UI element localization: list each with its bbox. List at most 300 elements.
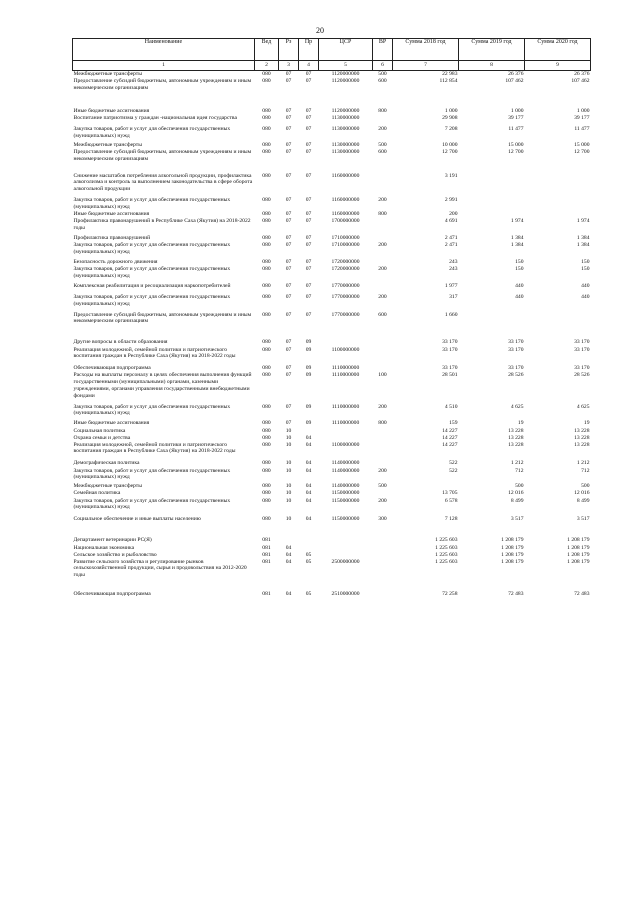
table-row <box>73 400 591 418</box>
row-pr: 07 <box>305 211 312 218</box>
row-name: Департамент ветеринарии РС(Я) <box>73 537 152 544</box>
row-sum-2018: 2 991 <box>444 197 458 204</box>
row-rz <box>279 523 299 544</box>
table-row <box>73 193 591 211</box>
header-sum-2019: Сумма 2019 год <box>459 39 525 61</box>
row-name: Межбюджетные трансферты <box>73 71 142 77</box>
row-sum-2018: 7 128 <box>444 516 458 523</box>
row-pr: 04 <box>305 497 312 504</box>
column-number: 7 <box>393 61 459 71</box>
row-sum-2020: 440 <box>581 282 590 289</box>
row-sum-2019: 440 <box>515 293 524 300</box>
row-sum-2020: 1 208 179 <box>567 551 590 558</box>
row-rz: 07 <box>285 293 292 300</box>
row-pr: 04 <box>305 516 312 523</box>
row-rz: 04 <box>285 591 292 598</box>
table-row <box>73 490 591 497</box>
row-csr: 1120000000 <box>331 78 360 85</box>
row-vr <box>373 115 393 122</box>
table-row <box>73 280 591 290</box>
table-row <box>73 242 591 256</box>
row-rz: 10 <box>285 467 292 474</box>
row-pr: 09 <box>305 403 312 410</box>
row-ved: 080 <box>262 372 271 379</box>
table-row <box>73 140 591 149</box>
row-name: Демографическая политика <box>73 460 140 467</box>
row-name: Охрана семьи и детства <box>73 434 131 441</box>
row-sum-2019: 19 <box>517 420 524 427</box>
row-vr: 600 <box>378 148 387 155</box>
row-vr <box>373 545 393 552</box>
row-sum-2019: 1 208 179 <box>501 537 524 544</box>
row-rz: 07 <box>285 78 292 85</box>
row-vr <box>373 579 393 598</box>
row-vr: 200 <box>378 242 387 249</box>
row-pr: 05 <box>305 591 312 598</box>
table-row <box>73 442 591 456</box>
row-csr <box>319 325 373 346</box>
row-rz: 07 <box>285 71 292 77</box>
row-name: Сельское хозяйство и рыболовство <box>73 551 157 558</box>
row-pr: 07 <box>305 141 312 148</box>
row-pr: 09 <box>305 365 312 372</box>
row-csr: 1110000000 <box>331 365 360 372</box>
row-sum-2020 <box>525 308 591 326</box>
row-rz: 07 <box>285 372 292 379</box>
page-number: 20 <box>316 26 324 35</box>
row-csr <box>319 552 373 559</box>
row-csr: 1770000000 <box>331 293 360 300</box>
row-vr: 200 <box>378 265 387 272</box>
row-rz: 07 <box>285 258 292 265</box>
row-name: Межбюджетные трансферты <box>73 141 142 148</box>
row-sum-2020: 26 376 <box>574 71 590 77</box>
table-row <box>73 428 591 435</box>
row-sum-2019: 1 000 <box>510 107 524 114</box>
row-sum-2018: 522 <box>449 467 458 474</box>
row-ved: 080 <box>262 71 271 77</box>
table-row <box>73 308 591 326</box>
row-ved: 081 <box>262 537 271 544</box>
row-sum-2019: 712 <box>515 467 524 474</box>
row-rz: 04 <box>285 544 292 551</box>
table-row <box>73 511 591 523</box>
row-sum-2018: 29 908 <box>442 114 458 121</box>
table-row <box>73 455 591 467</box>
row-vr <box>373 218 393 232</box>
row-pr: 07 <box>305 197 312 204</box>
row-pr: 07 <box>305 242 312 249</box>
header-row <box>73 39 591 61</box>
table-row <box>73 92 591 115</box>
row-name: Обеспечивающая подпрограмма <box>73 591 151 598</box>
row-vr <box>373 559 393 580</box>
row-csr <box>319 435 373 442</box>
table-row <box>73 498 591 512</box>
row-sum-2020: 33 170 <box>574 339 590 346</box>
row-sum-2019: 13 228 <box>508 434 524 441</box>
row-pr: 04 <box>305 441 312 448</box>
row-pr: 04 <box>305 490 312 497</box>
row-pr: 07 <box>305 282 312 289</box>
row-ved: 080 <box>262 197 271 204</box>
row-vr <box>373 280 393 290</box>
row-csr: 1140000000 <box>331 467 360 474</box>
row-name: Закупка товаров, работ и услуг для обеспечения государственных (муниципальных) нужд <box>73 497 231 511</box>
row-sum-2020: 1 208 179 <box>567 558 590 565</box>
row-ved: 080 <box>262 293 271 300</box>
row-rz: 07 <box>285 234 292 241</box>
table-row <box>73 579 591 598</box>
table-row <box>73 290 591 308</box>
row-rz: 07 <box>285 126 292 133</box>
row-rz: 10 <box>285 427 292 434</box>
row-csr: 1160000000 <box>331 172 360 179</box>
row-name: Социальная политика <box>73 427 126 434</box>
row-csr: 1100000000 <box>331 346 360 353</box>
row-csr: 1720000000 <box>331 258 360 265</box>
row-name: Межбюджетные трансферты <box>73 483 142 490</box>
column-number: 8 <box>459 61 525 71</box>
row-csr: 1150000000 <box>331 516 360 523</box>
row-sum-2018: 1 225 603 <box>435 558 458 565</box>
row-sum-2018: 33 170 <box>442 365 458 372</box>
row-sum-2020: 13 228 <box>574 441 590 448</box>
header-csr: ЦСР <box>319 39 373 61</box>
row-csr: 1110000000 <box>331 403 360 410</box>
row-vr: 100 <box>378 372 387 379</box>
row-sum-2020: 8 499 <box>576 497 590 504</box>
column-number: 3 <box>279 61 299 71</box>
row-vr: 200 <box>378 403 387 410</box>
row-pr <box>299 523 319 544</box>
row-vr <box>373 428 393 435</box>
row-sum-2019: 1 208 179 <box>501 551 524 558</box>
row-name: Семейная политика <box>73 490 121 497</box>
table-row <box>73 325 591 346</box>
row-sum-2018: 159 <box>449 420 458 427</box>
row-csr: 1140000000 <box>331 483 360 490</box>
row-sum-2020: 1 000 <box>576 107 590 114</box>
row-pr: 07 <box>305 172 312 179</box>
table-row <box>73 78 591 92</box>
row-sum-2019: 500 <box>515 483 524 490</box>
row-sum-2020: 1 212 <box>576 460 590 467</box>
row-pr: 04 <box>305 434 312 441</box>
row-vr: 200 <box>378 293 387 300</box>
row-sum-2020: 107 462 <box>571 78 590 85</box>
table-row <box>73 435 591 442</box>
row-rz: 07 <box>285 148 292 155</box>
row-rz: 07 <box>285 172 292 179</box>
row-rz: 04 <box>285 558 292 565</box>
row-sum-2018: 33 170 <box>442 339 458 346</box>
row-pr: 05 <box>305 551 312 558</box>
table-body <box>73 71 591 599</box>
row-rz: 07 <box>285 282 292 289</box>
table-row <box>73 347 591 361</box>
row-name: Расходы на выплаты персоналу в целях обеспечения выполнения функций государственными (муниципальными) органами, казенными учреждениями, органами управления государственными внебюджетными фондами <box>73 372 252 399</box>
row-pr: 04 <box>305 460 312 467</box>
row-sum-2019: 440 <box>515 282 524 289</box>
row-csr: 2500000000 <box>331 558 360 565</box>
row-ved: 080 <box>262 490 271 497</box>
row-sum-2020: 15 000 <box>574 141 590 148</box>
row-sum-2020: 28 526 <box>574 372 590 379</box>
row-sum-2018: 317 <box>449 293 458 300</box>
row-ved: 080 <box>262 467 271 474</box>
table-row <box>73 232 591 242</box>
row-rz: 07 <box>285 265 292 272</box>
row-sum-2019: 1 208 179 <box>501 558 524 565</box>
table-row <box>73 71 591 79</box>
row-sum-2019: 28 526 <box>508 372 524 379</box>
table-row <box>73 163 591 194</box>
row-sum-2018: 33 170 <box>442 346 458 353</box>
row-csr: 1770000000 <box>331 282 360 289</box>
row-vr: 300 <box>378 516 387 523</box>
row-sum-2020: 72 483 <box>574 591 590 598</box>
row-name: Закупка товаров, работ и услуг для обеспечения государственных (муниципальных) нужд <box>73 293 231 307</box>
row-ved: 080 <box>262 107 271 114</box>
row-name: Безопасность дорожного движения <box>73 258 158 265</box>
row-rz: 10 <box>285 460 292 467</box>
row-ved: 080 <box>262 365 271 372</box>
row-sum-2018: 2 471 <box>444 234 458 241</box>
row-name: Развитие сельского хозяйства и регулирование рынков сельскохозяйственной продукции, сырья и продовольствия на 2012-2020 годы <box>73 558 247 579</box>
row-sum-2019: 1 974 <box>510 218 524 225</box>
row-ved: 081 <box>262 558 271 565</box>
row-sum-2018: 522 <box>449 460 458 467</box>
row-ved: 080 <box>262 516 271 523</box>
row-ved: 080 <box>262 258 271 265</box>
row-sum-2018: 200 <box>449 211 458 218</box>
row-pr: 07 <box>305 258 312 265</box>
row-pr: 07 <box>305 293 312 300</box>
row-rz: 07 <box>285 365 292 372</box>
row-rz: 07 <box>285 311 292 318</box>
column-number: 9 <box>525 61 591 71</box>
table-row <box>73 417 591 427</box>
row-sum-2020: 39 177 <box>574 114 590 121</box>
row-csr <box>319 428 373 435</box>
row-ved: 080 <box>262 114 271 121</box>
row-ved: 080 <box>262 420 271 427</box>
row-pr: 07 <box>305 265 312 272</box>
row-pr: 07 <box>305 126 312 133</box>
row-sum-2019 <box>459 163 525 194</box>
column-number: 1 <box>73 61 255 71</box>
column-number: 6 <box>373 61 393 71</box>
row-sum-2018: 1 225 603 <box>435 537 458 544</box>
row-sum-2019: 150 <box>515 265 524 272</box>
table-row <box>73 256 591 266</box>
row-pr: 07 <box>305 114 312 121</box>
row-sum-2018: 1 225 603 <box>435 551 458 558</box>
row-name: Закупка товаров, работ и услуг для обеспечения государственных (муниципальных) нужд <box>73 242 231 255</box>
row-pr <box>299 428 319 435</box>
row-vr <box>373 256 393 266</box>
header-rz: Рз <box>279 39 299 61</box>
row-name: Комплексная реабилитация и ресоциализация наркопотребителей <box>73 282 231 289</box>
row-sum-2020: 19 <box>583 420 590 427</box>
column-number: 2 <box>255 61 279 71</box>
table-row <box>73 523 591 544</box>
row-rz: 10 <box>285 483 292 490</box>
row-sum-2019: 15 000 <box>508 141 524 148</box>
row-vr <box>373 325 393 346</box>
row-vr <box>373 435 393 442</box>
row-pr: 07 <box>305 148 312 155</box>
row-csr: 1160000000 <box>331 211 360 218</box>
row-pr: 07 <box>305 71 312 77</box>
row-sum-2018: 1 660 <box>444 311 458 318</box>
row-name: Другие вопросы в области образования <box>73 339 168 346</box>
row-sum-2019: 72 483 <box>508 591 524 598</box>
row-sum-2020: 3 517 <box>576 516 590 523</box>
row-name: Профилактика правонарушений в Республике Саха (Якутия) на 2018-2022 годы <box>73 218 251 231</box>
row-sum-2018: 12 700 <box>442 148 458 155</box>
row-csr: 1710000000 <box>331 242 360 249</box>
row-rz: 07 <box>285 211 292 218</box>
row-rz: 10 <box>285 516 292 523</box>
row-pr: 04 <box>305 467 312 474</box>
row-ved: 080 <box>262 126 271 133</box>
row-sum-2018: 2 471 <box>444 242 458 249</box>
row-name: Иные бюджетные ассигнования <box>73 211 150 218</box>
row-name: Закупка товаров, работ и услуг для обеспечения государственных (муниципальных) нужд <box>73 403 231 417</box>
row-sum-2020 <box>525 163 591 194</box>
row-sum-2018: 14 227 <box>442 434 458 441</box>
row-sum-2020 <box>525 211 591 218</box>
row-sum-2019: 8 499 <box>510 497 524 504</box>
row-ved: 080 <box>262 497 271 504</box>
row-vr <box>373 455 393 467</box>
row-sum-2020: 1 208 179 <box>567 537 590 544</box>
row-pr: 09 <box>305 372 312 379</box>
row-pr: 05 <box>305 558 312 565</box>
row-vr: 200 <box>378 126 387 133</box>
header-sum-2020: Сумма 2020 год <box>525 39 591 61</box>
row-rz: 10 <box>285 490 292 497</box>
row-sum-2019: 33 170 <box>508 365 524 372</box>
row-vr: 800 <box>378 107 387 114</box>
row-sum-2019: 33 170 <box>508 339 524 346</box>
table-row <box>73 115 591 122</box>
row-vr: 500 <box>378 141 387 148</box>
row-csr <box>319 523 373 544</box>
row-rz: 10 <box>285 441 292 448</box>
row-rz: 07 <box>285 218 292 225</box>
row-name: Закупка товаров, работ и услуг для обеспечения государственных (муниципальных) нужд <box>73 197 231 210</box>
row-sum-2019: 4 625 <box>510 403 524 410</box>
row-pr: 07 <box>305 311 312 318</box>
row-sum-2019: 13 228 <box>508 427 524 434</box>
row-vr: 500 <box>378 71 387 77</box>
row-csr: 2510000000 <box>331 591 360 598</box>
row-vr <box>373 347 393 361</box>
row-sum-2019: 11 477 <box>508 126 524 133</box>
table-row <box>73 372 591 399</box>
row-ved: 080 <box>262 172 271 179</box>
row-sum-2020: 150 <box>581 265 590 272</box>
row-ved: 080 <box>262 265 271 272</box>
row-ved: 080 <box>262 427 271 434</box>
row-rz: 04 <box>285 551 292 558</box>
row-sum-2019: 26 376 <box>508 71 524 77</box>
row-rz: 07 <box>285 141 292 148</box>
row-name: Закупка товаров, работ и услуг для обеспечения государственных (муниципальных) нужд <box>73 126 231 139</box>
row-sum-2018: 1 000 <box>444 107 458 114</box>
row-sum-2020: 1 384 <box>576 242 590 249</box>
row-vr: 600 <box>378 78 387 85</box>
row-sum-2018: 1 225 603 <box>435 544 458 551</box>
row-name: Снижение масштабов потребления алкогольной продукции, профилактика алкоголизма и контроль за выполнением законодательства в сфере оборота алкогольной продукции <box>73 172 253 193</box>
row-csr: 1710000000 <box>331 234 360 241</box>
row-csr: 1150000000 <box>331 497 360 504</box>
row-sum-2018: 243 <box>449 258 458 265</box>
table-row <box>73 122 591 140</box>
row-csr: 1100000000 <box>331 441 360 448</box>
row-sum-2020: 1 384 <box>576 234 590 241</box>
row-name: Профилактика правонарушений <box>73 234 151 241</box>
column-number: 4 <box>299 61 319 71</box>
row-sum-2020 <box>525 193 591 211</box>
row-vr: 800 <box>378 420 387 427</box>
row-rz: 10 <box>285 434 292 441</box>
row-pr: 07 <box>305 218 312 225</box>
row-sum-2018 <box>393 481 459 490</box>
row-ved: 080 <box>262 141 271 148</box>
row-csr: 1110000000 <box>331 420 360 427</box>
row-sum-2020: 1 208 179 <box>567 544 590 551</box>
row-sum-2020: 1 974 <box>576 218 590 225</box>
row-ved: 080 <box>262 218 271 225</box>
row-sum-2019 <box>459 308 525 326</box>
row-sum-2020: 33 170 <box>574 346 590 353</box>
row-ved: 080 <box>262 211 271 218</box>
row-vr <box>373 523 393 544</box>
row-vr: 500 <box>378 483 387 490</box>
row-pr <box>299 545 319 552</box>
row-sum-2020: 4 625 <box>576 403 590 410</box>
row-sum-2018: 4 510 <box>444 403 458 410</box>
row-csr <box>319 545 373 552</box>
row-csr: 1110000000 <box>331 372 360 379</box>
row-sum-2018: 14 227 <box>442 441 458 448</box>
row-pr: 07 <box>305 234 312 241</box>
row-sum-2018: 72 258 <box>442 591 458 598</box>
row-sum-2019: 3 517 <box>510 516 524 523</box>
row-csr: 1130000000 <box>331 114 360 121</box>
row-rz: 07 <box>285 339 292 346</box>
table-row <box>73 218 591 232</box>
row-sum-2018: 28 501 <box>442 372 458 379</box>
row-sum-2019 <box>459 193 525 211</box>
row-vr <box>373 232 393 242</box>
row-vr: 800 <box>378 211 387 218</box>
row-sum-2019: 1 384 <box>510 242 524 249</box>
row-vr: 200 <box>378 467 387 474</box>
row-name: Социальное обеспечение и иные выплаты населению <box>73 516 201 523</box>
row-ved: 081 <box>262 591 271 598</box>
row-sum-2020: 13 228 <box>574 434 590 441</box>
row-csr: 1720000000 <box>331 265 360 272</box>
row-sum-2018: 14 227 <box>442 427 458 434</box>
row-sum-2018: 10 000 <box>442 141 458 148</box>
row-csr: 1130000000 <box>331 141 360 148</box>
row-sum-2019: 107 462 <box>505 78 524 85</box>
